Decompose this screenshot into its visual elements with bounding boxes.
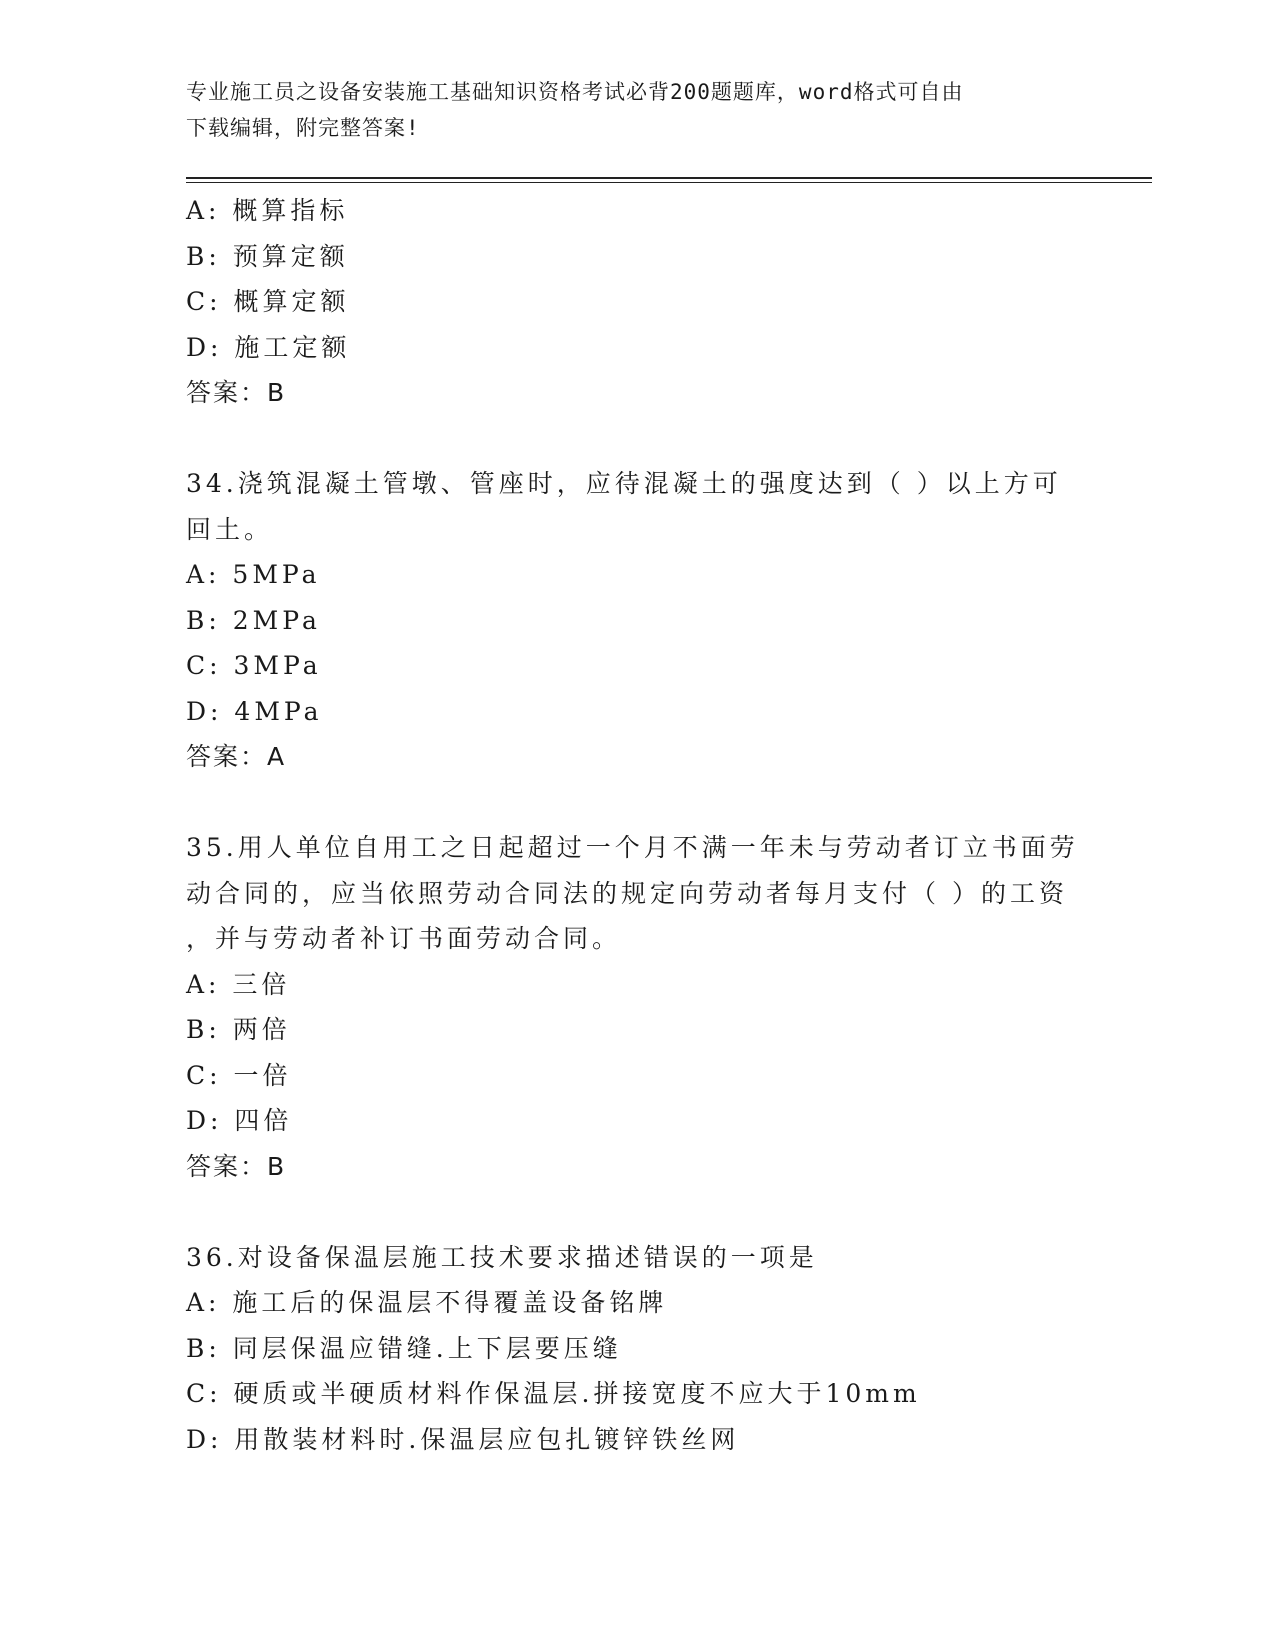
spacer: [186, 1189, 1086, 1235]
option-b: B: 2MPa: [186, 605, 321, 635]
answer-label: 答案：A: [186, 742, 287, 771]
option-c: C: 硬质或半硬质材料作保温层.拼接宽度不应大于10mm: [186, 1379, 921, 1408]
spacer: [186, 416, 1086, 462]
header-line-1: 专业施工员之设备安装施工基础知识资格考试必背200题题库，word格式可自由: [186, 80, 964, 104]
option-d: D: 4MPa: [186, 696, 323, 726]
document-header: [186, 74, 1066, 146]
option-c: C: 概算定额: [186, 287, 350, 316]
question-list: [186, 188, 1086, 1462]
question-35: [186, 825, 1086, 1189]
header-line-2: 下载编辑，附完整答案!: [186, 116, 420, 140]
option-a: A: 三倍: [186, 969, 291, 999]
question-33: [186, 188, 1086, 416]
answer-label: 答案：B: [186, 378, 287, 407]
option-b: B: 预算定额: [186, 241, 349, 271]
option-c: C: 3MPa: [186, 651, 322, 680]
option-a: A: 施工后的保温层不得覆盖设备铭牌: [186, 1288, 668, 1317]
question-text-line-3: ，并与劳动者补订书面劳动合同。: [186, 924, 622, 953]
question-text-line-1: 34.浇筑混凝土管墩、管座时，应待混凝土的强度达到（ ）以上方可: [186, 469, 1062, 498]
question-34: [186, 461, 1086, 780]
header-divider-thick: [186, 177, 1152, 179]
option-b: B: 两倍: [186, 1015, 291, 1044]
option-d: D: 施工定额: [186, 332, 351, 362]
option-d: D: 四倍: [186, 1106, 293, 1135]
option-a: A: 5MPa: [186, 560, 321, 589]
option-b: B: 同层保温应错缝.上下层要压缝: [186, 1333, 622, 1363]
question-text-line-1: 36.对设备保温层施工技术要求描述错误的一项是: [186, 1242, 818, 1272]
option-d: D: 用散装材料时.保温层应包扎镀锌铁丝网: [186, 1424, 740, 1454]
spacer: [186, 780, 1086, 826]
option-a: A: 概算指标: [186, 196, 349, 225]
option-c: C: 一倍: [186, 1060, 292, 1090]
question-text-line-2: 回土。: [186, 514, 274, 544]
header-divider-thin: [186, 182, 1152, 183]
answer-label: 答案：B: [186, 1151, 287, 1181]
question-text-line-2: 动合同的，应当依照劳动合同法的规定向劳动者每月支付（ ）的工资: [186, 878, 1068, 908]
question-text-line-1: 35.用人单位自用工之日起超过一个月不满一年未与劳动者订立书面劳: [186, 833, 1079, 862]
question-36: [186, 1235, 1086, 1463]
